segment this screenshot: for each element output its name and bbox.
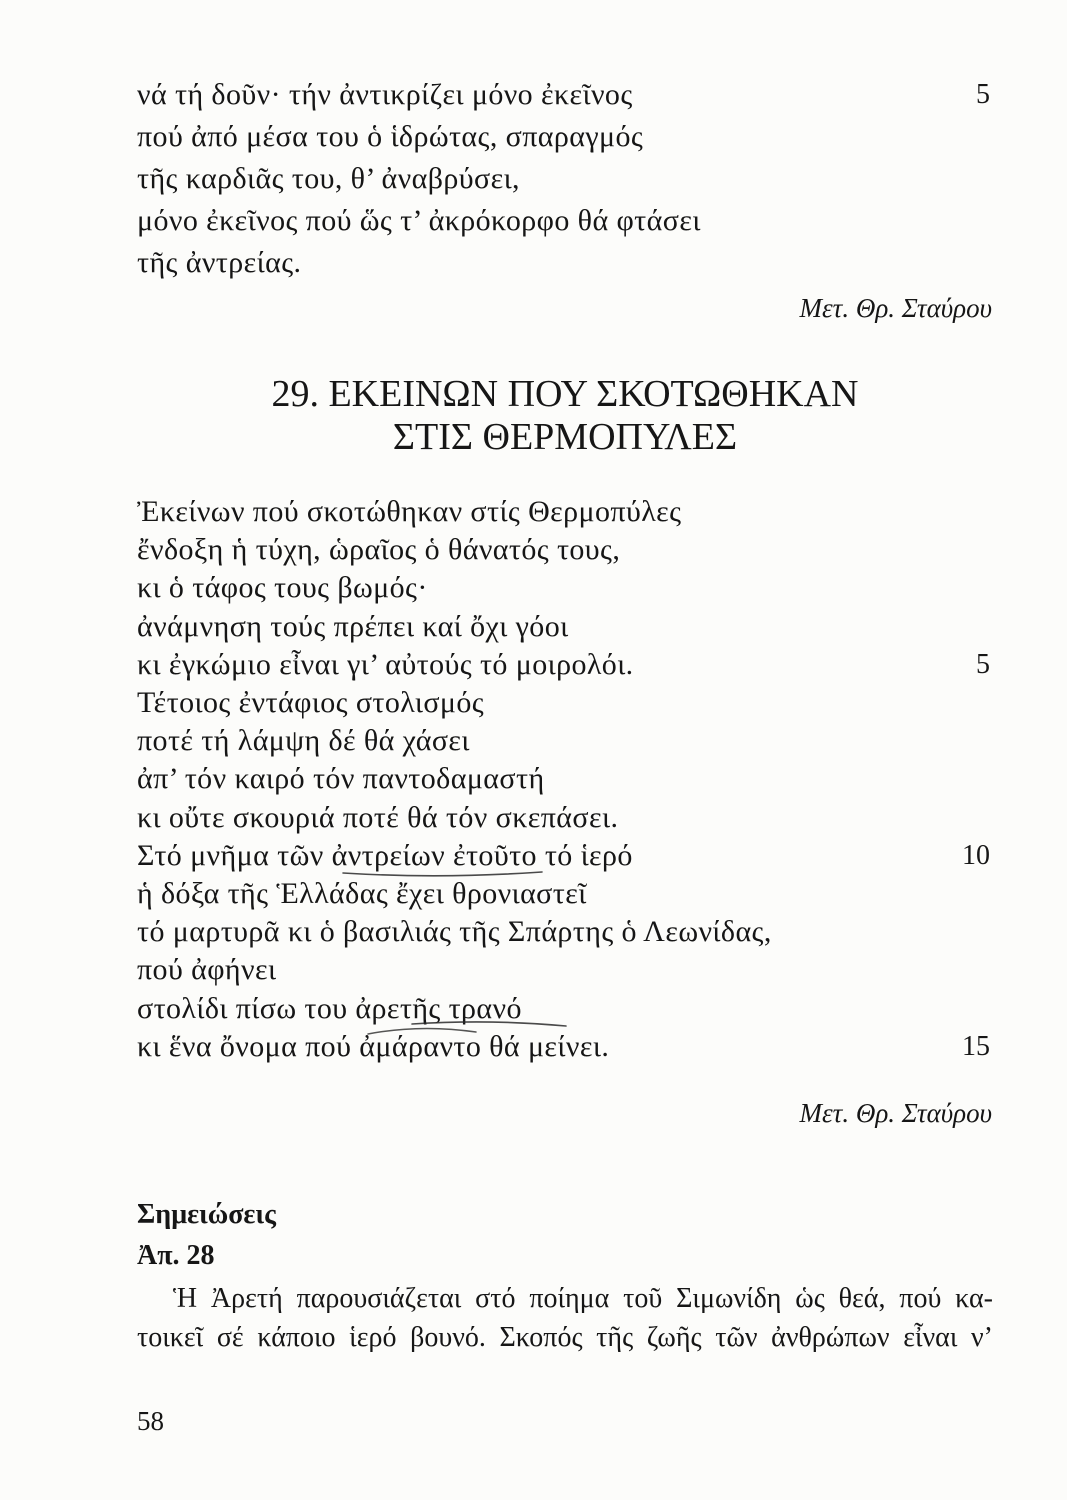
- verse-text: Τέτοιος ἐντάφιος στολισμός: [137, 686, 485, 720]
- verse-line: [137, 1028, 990, 1066]
- verse-text: μόνο ἐκεῖνος πού ὥς τ’ ἀκρόκορφο θά φτάσει: [137, 204, 701, 237]
- translator-credit: Μετ. Θρ. Σταύρου: [799, 1098, 992, 1128]
- verse-line: [137, 951, 990, 989]
- verse-line: [137, 684, 990, 722]
- verse-line: [137, 74, 990, 116]
- verse-text: κι ἐγκώμιο εἶναι γι’ αὐτούς τό μοιρολόι.: [137, 647, 634, 681]
- verse-line: [137, 837, 990, 875]
- verse-line: [137, 493, 990, 531]
- verse-text: τῆς καρδιᾶς του, θ’ ἀναβρύσει,: [137, 162, 520, 195]
- verse-text: πού ἀφήνει: [137, 953, 277, 987]
- line-number: 10: [962, 839, 990, 871]
- poem-body: [137, 493, 990, 1066]
- previous-poem-ending: [137, 74, 990, 284]
- verse-text: ποτέ τή λάμψη δέ θά χάσει: [137, 724, 470, 758]
- verse-line: [137, 913, 990, 951]
- verse-text: Ἐκείνων πού σκοτώθηκαν στίς Θερμοπύλες: [137, 495, 682, 528]
- notes-heading: Σημειώσεις: [137, 1199, 276, 1230]
- verse-text: νά τή δοῦν· τήν ἀντικρίζει μόνο ἐκεῖνος: [137, 78, 633, 111]
- line-number: 15: [962, 1030, 990, 1062]
- verse-line: [137, 799, 990, 837]
- verse-line: [137, 531, 990, 569]
- note-paragraph: [137, 1279, 993, 1357]
- verse-text: Στό μνῆμα τῶν ἀντρείων ἐτοῦτο τό ἱερό: [137, 838, 633, 872]
- note-entry-label: Ἀπ. 28: [137, 1240, 215, 1271]
- verse-text: ἀπ’ τόν καιρό τόν παντοδαμαστή: [137, 762, 545, 796]
- verse-text: κι οὔτε σκουριά ποτέ θά τόν σκεπάσει.: [137, 800, 619, 834]
- verse-text: ἡ δόξα τῆς Ἑλλάδας ἔχει θρονιαστεῖ: [137, 877, 587, 911]
- verse-text: τῆς ἀντρείας.: [137, 246, 302, 279]
- verse-text: κι ἕνα ὄνομα πού ἀμάραντο θά μείνει.: [137, 1029, 610, 1063]
- note-line: τοικεῖ σέ κάποιο ἱερό βουνό. Σκοπός τῆς ζωῆς τῶν ἀνθρώπων εἶναι ν’: [137, 1322, 993, 1353]
- verse-line: [137, 608, 990, 646]
- verse-text: ἔνδοξη ἡ τύχη, ὡραῖος ὁ θάνατός τους,: [137, 533, 621, 567]
- verse-line: [137, 646, 990, 684]
- verse-line: [137, 242, 990, 284]
- verse-line: [137, 722, 990, 760]
- verse-line: [137, 116, 990, 158]
- verse-text: στολίδι πίσω του ἀρετῆς τρανό: [137, 991, 522, 1025]
- note-line: Ἡ Ἀρετή παρουσιάζεται στό ποίημα τοῦ Σιμωνίδη ὡς θεά, πού κα-: [173, 1283, 993, 1314]
- poem-title: [137, 373, 993, 459]
- verse-line: [137, 875, 990, 913]
- verse-text: κι ὁ τάφος τους βωμός·: [137, 571, 428, 605]
- page-number: 58: [137, 1406, 164, 1436]
- poem-title-line: ΣΤΙΣ ΘΕΡΜΟΠΥΛΕΣ: [392, 416, 738, 458]
- verse-text: ἀνάμνηση τούς πρέπει καί ὄχι γόοι: [137, 609, 569, 643]
- poem-title-line: 29. ΕΚΕΙΝΩΝ ΠΟΥ ΣΚΟΤΩΘΗΚΑΝ: [271, 373, 859, 415]
- verse-line: [137, 158, 990, 200]
- translator-credit: Μετ. Θρ. Σταύρου: [799, 293, 992, 323]
- verse-line: [137, 990, 990, 1028]
- verse-line: [137, 200, 990, 242]
- verse-text: πού ἀπό μέσα του ὁ ἱδρώτας, σπαραγμός: [137, 120, 644, 153]
- verse-line: [137, 569, 990, 607]
- verse-text: τό μαρτυρᾶ κι ὁ βασιλιάς τῆς Σπάρτης ὁ Λεωνίδας,: [137, 915, 772, 949]
- line-number: 5: [976, 648, 990, 680]
- verse-line: [137, 760, 990, 798]
- line-number: 5: [976, 79, 990, 110]
